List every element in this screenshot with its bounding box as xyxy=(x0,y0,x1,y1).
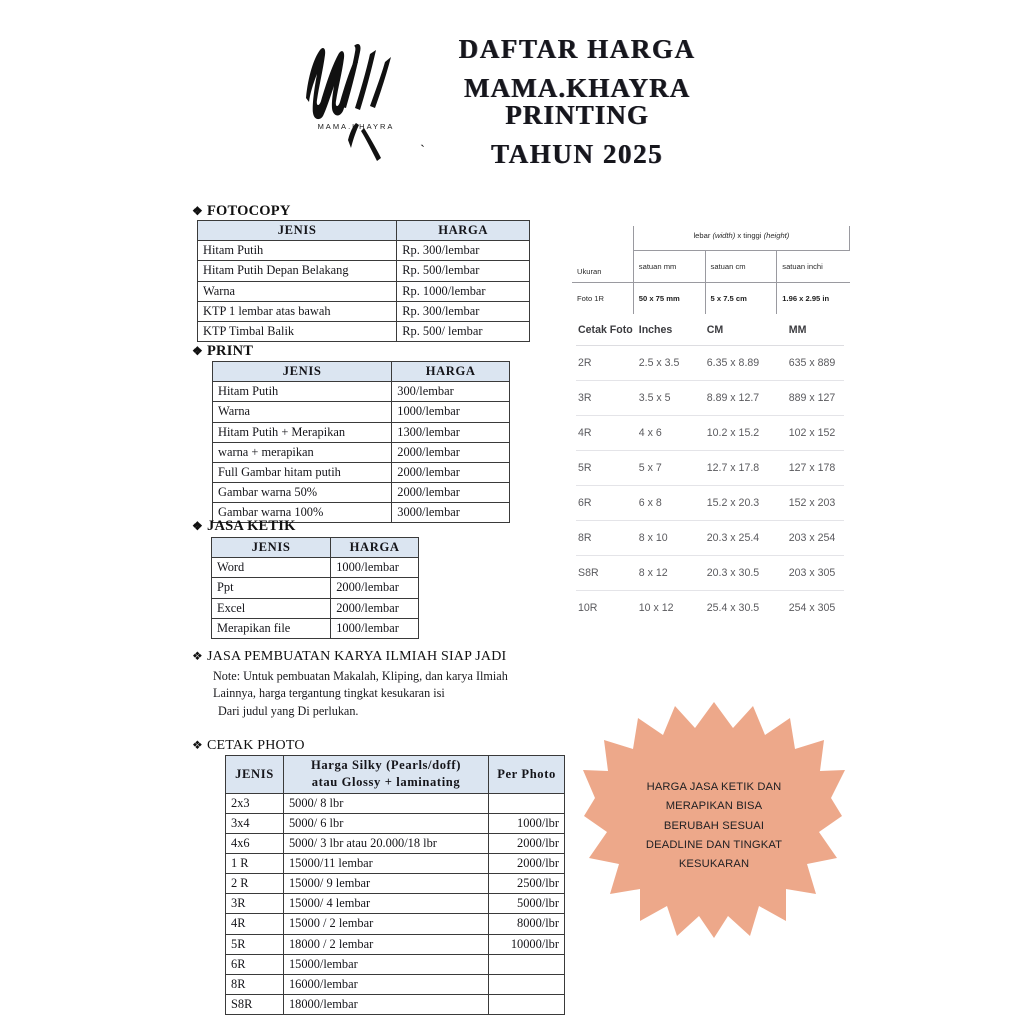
col-header-mm: MM xyxy=(787,322,844,346)
cell-inches: 10 x 12 xyxy=(638,602,674,614)
cell-mm: 203 x 305 xyxy=(787,556,844,591)
section-heading-cetak-photo xyxy=(192,738,305,754)
cell-jenis: Gambar warna 50% xyxy=(213,482,392,502)
table-row xyxy=(226,854,565,874)
table-row xyxy=(576,556,844,591)
table-print xyxy=(212,361,510,523)
section-heading-fotocopy xyxy=(192,203,291,220)
cell-harga-silky: 15000/ 4 lembar xyxy=(283,894,488,914)
table-row xyxy=(213,462,510,482)
table-subheader-row xyxy=(572,251,850,283)
cell-jenis: Hitam Putih xyxy=(213,382,392,402)
cell-harga-silky: 15000/lembar xyxy=(283,954,488,974)
cell-per-photo xyxy=(489,974,565,994)
stray-tick-mark: ` xyxy=(420,143,425,159)
starburst-line-1: HARGA JASA KETIK DAN xyxy=(646,781,782,793)
cell-harga: 2000/lembar xyxy=(392,442,510,462)
cell-jenis: Hitam Putih xyxy=(198,241,397,261)
table-jasa-ketik xyxy=(211,537,419,639)
title-line-brand: MAMA.KHAYRA PRINTING xyxy=(463,73,691,130)
col-header-cm: CM xyxy=(705,322,787,346)
table-row xyxy=(576,521,844,556)
title-line-year: TAHUN 2025 xyxy=(490,139,664,169)
table-row xyxy=(212,598,419,618)
section-heading-jasa-ketik xyxy=(192,518,296,535)
cell-inches: 3.5 x 5 xyxy=(637,381,705,416)
bullet-icon: ❖ xyxy=(192,204,203,218)
cell-harga: 1000/lembar xyxy=(331,558,419,578)
table-row xyxy=(226,894,565,914)
bullet-icon: ❖ xyxy=(192,649,203,663)
col-header-harga: HARGA xyxy=(331,538,419,558)
cell-harga-silky: 5000/ 8 lbr xyxy=(283,793,488,813)
cell-mm: 203 x 254 xyxy=(787,521,844,556)
table-cetak-photo xyxy=(225,755,565,1015)
page-title xyxy=(392,36,762,168)
cell-cetak-foto: 3R xyxy=(576,381,637,416)
cell-cm: 20.3 x 30.5 xyxy=(705,556,787,591)
table-row xyxy=(576,346,844,381)
section-heading-karya-ilmiah-label: JASA PEMBUATAN KARYA ILMIAH SIAP JADI xyxy=(207,649,507,664)
cell-jenis: Hitam Putih + Merapikan xyxy=(213,422,392,442)
col-header-cetak-foto: Cetak Foto xyxy=(576,322,637,346)
cell-cm: 12.7 x 17.8 xyxy=(705,451,787,486)
cell-jenis: KTP 1 lembar atas bawah xyxy=(198,301,397,321)
col-header-ukuran: Ukuran xyxy=(572,251,633,283)
cell-jenis: Warna xyxy=(213,402,392,422)
section-heading-karya-ilmiah xyxy=(192,649,506,665)
cell-mm: 635 x 889 xyxy=(787,346,844,381)
cell-per-photo: 8000/lbr xyxy=(489,914,565,934)
table-row xyxy=(213,442,510,462)
starburst-line-2: MERAPIKAN BISA xyxy=(665,800,763,813)
table-row xyxy=(576,381,844,416)
cell-harga-silky: 16000/lembar xyxy=(283,974,488,994)
table-photo-size-conversion xyxy=(576,322,844,625)
span-header-mid: x tinggi xyxy=(735,231,764,240)
cell-harga: 1000/lembar xyxy=(392,402,510,422)
col-header-harga: HARGA xyxy=(397,221,530,241)
col-header-harga-silky-line1: Harga Silky (Pearls/doff) xyxy=(311,758,462,772)
col-header-harga-silky xyxy=(283,756,488,794)
karya-ilmiah-note xyxy=(213,668,593,720)
cell-per-photo: 2000/lbr xyxy=(489,854,565,874)
col-header-satuan-inchi: satuan inchi xyxy=(777,251,850,283)
cell-harga: 2000/lembar xyxy=(392,462,510,482)
cell-cetak-foto: 2R xyxy=(576,346,637,381)
starburst-callout xyxy=(583,700,845,940)
table-row xyxy=(198,301,530,321)
table-row xyxy=(213,382,510,402)
bullet-icon: ❖ xyxy=(192,738,203,752)
table-row xyxy=(226,994,565,1014)
cell-cm: 15.2 x 20.3 xyxy=(705,486,787,521)
table-fotocopy xyxy=(197,220,530,342)
cell-harga: Rp. 300/lembar xyxy=(397,241,530,261)
cell-per-photo: 5000/lbr xyxy=(489,894,565,914)
cell-foto-in: 1.96 x 2.95 in xyxy=(777,283,850,315)
cell-jenis: S8R xyxy=(226,994,284,1014)
cell-cetak-foto: 8R xyxy=(576,521,637,556)
table-header-row xyxy=(212,538,419,558)
table-row xyxy=(226,874,565,894)
cell-harga: 3000/lembar xyxy=(392,503,510,523)
cell-mm: 102 x 152 xyxy=(787,416,844,451)
cell-inches: 2.5 x 3.5 xyxy=(637,346,705,381)
table-row xyxy=(226,813,565,833)
cell-cetak-foto: 5R xyxy=(576,451,637,486)
col-header-satuan-cm: satuan cm xyxy=(705,251,777,283)
note-line-3: Dari judul yang Di perlukan. xyxy=(218,703,359,718)
span-header-height: (height) xyxy=(763,231,790,240)
table-row xyxy=(226,974,565,994)
table-row xyxy=(226,934,565,954)
bullet-icon: ❖ xyxy=(192,344,203,358)
cell-cm: 20.3 x 25.4 xyxy=(705,521,787,556)
cell-jenis: 5R xyxy=(226,934,284,954)
cell-jenis: Excel xyxy=(212,598,331,618)
title-line-daftar-harga: DAFTAR HARGA xyxy=(458,34,696,64)
cell-foto-mm: 50 x 75 mm xyxy=(633,283,705,315)
cell-per-photo: 2500/lbr xyxy=(489,874,565,894)
section-heading-cetak-photo-label: CETAK PHOTO xyxy=(207,738,305,753)
cell-jenis: 2 R xyxy=(226,874,284,894)
cell-per-photo xyxy=(489,994,565,1014)
cell-jenis: 4x6 xyxy=(226,833,284,853)
cell-inches: 8 x 12 xyxy=(637,556,705,591)
section-heading-jasa-ketik-label: JASA KETIK xyxy=(207,518,296,534)
table-row xyxy=(198,321,530,341)
table-header-row xyxy=(576,322,844,346)
section-heading-print xyxy=(192,343,253,360)
note-line-1: Note: Untuk pembuatan Makalah, Kliping, dan karya Ilmiah xyxy=(213,669,508,683)
cell-harga: 2000/lembar xyxy=(331,578,419,598)
cell-foto-label: Foto 1R xyxy=(572,283,633,315)
cell-harga: 2000/lembar xyxy=(392,482,510,502)
table-row xyxy=(576,591,844,626)
cell-cetak-foto: S8R xyxy=(576,556,637,591)
table-row xyxy=(576,486,844,521)
size-ref-span-header xyxy=(633,226,849,251)
cell-harga-silky: 15000 / 2 lembar xyxy=(283,914,488,934)
cell-jenis: 1 R xyxy=(226,854,284,874)
table-row xyxy=(198,281,530,301)
cell-foto-cm: 5 x 7.5 cm xyxy=(705,283,777,315)
table-row xyxy=(213,402,510,422)
cell-inches: 8 x 10 xyxy=(637,521,705,556)
cell-jenis: Hitam Putih Depan Belakang xyxy=(198,261,397,281)
cell-harga: 1300/lembar xyxy=(392,422,510,442)
cell-jenis: 3x4 xyxy=(226,813,284,833)
cell-jenis: 6R xyxy=(226,954,284,974)
starburst-line-5: KESUKARAN xyxy=(678,858,750,871)
cell-inches: 4 x 6 xyxy=(637,416,705,451)
table-row xyxy=(213,482,510,502)
bullet-icon: ❖ xyxy=(192,519,203,533)
cell-harga-silky: 5000/ 3 lbr atau 20.000/18 lbr xyxy=(283,833,488,853)
cell-harga-silky: 18000 / 2 lembar xyxy=(283,934,488,954)
cell-per-photo: 2000/lbr xyxy=(489,833,565,853)
cell-harga-silky: 15000/ 9 lembar xyxy=(283,874,488,894)
size-ref-corner-blank xyxy=(572,226,633,251)
table-row xyxy=(226,954,565,974)
cell-harga: Rp. 300/lembar xyxy=(397,301,530,321)
cell-jenis: Word xyxy=(212,558,331,578)
cell-jenis: 4R xyxy=(226,914,284,934)
cell-per-photo: 1000/lbr xyxy=(489,813,565,833)
cell-harga-silky: 18000/lembar xyxy=(283,994,488,1014)
table-header-row xyxy=(572,226,850,251)
col-header-jenis: JENIS xyxy=(212,538,331,558)
logo-wordmark: MAMA.KHAYRA xyxy=(317,122,395,131)
cell-per-photo xyxy=(489,954,565,974)
cell-harga-silky: 5000/ 6 lbr xyxy=(283,813,488,833)
cell-harga: Rp. 500/ lembar xyxy=(397,321,530,341)
col-header-harga-silky-line2: atau Glossy + laminating xyxy=(311,775,461,790)
cell-inches: 6 x 8 xyxy=(637,486,705,521)
cell-jenis: Merapikan file xyxy=(212,618,331,638)
cell-cm: 10.2 x 15.2 xyxy=(705,416,787,451)
table-row xyxy=(213,422,510,442)
cell-jenis: 2x3 xyxy=(226,793,284,813)
col-header-jenis: JENIS xyxy=(213,362,392,382)
table-row xyxy=(572,283,850,315)
col-header-satuan-mm: satuan mm xyxy=(633,251,705,283)
cell-cetak-foto: 6R xyxy=(576,486,637,521)
table-row xyxy=(212,578,419,598)
cell-per-photo xyxy=(489,793,565,813)
table-row xyxy=(212,618,419,638)
table-header-row xyxy=(198,221,530,241)
col-header-inches: Inches xyxy=(637,322,705,346)
cell-cetak-foto: 10R xyxy=(578,602,598,614)
section-heading-print-label: PRINT xyxy=(207,343,254,359)
cell-cm: 6.35 x 8.89 xyxy=(705,346,787,381)
cell-jenis: KTP Timbal Balik xyxy=(198,321,397,341)
cell-jenis: Warna xyxy=(198,281,397,301)
table-row xyxy=(576,416,844,451)
table-row xyxy=(226,793,565,813)
cell-harga: 1000/lembar xyxy=(331,618,419,638)
table-header-row xyxy=(226,756,565,794)
cell-cm: 25.4 x 30.5 xyxy=(706,602,760,614)
section-heading-fotocopy-label: FOTOCOPY xyxy=(207,203,291,219)
cell-jenis: Ppt xyxy=(212,578,331,598)
cell-jenis: 3R xyxy=(226,894,284,914)
table-row xyxy=(198,261,530,281)
starburst-line-3: BERUBAH SESUAI xyxy=(663,819,765,832)
document-header xyxy=(0,0,1024,190)
col-header-per-photo: Per Photo xyxy=(489,756,565,794)
cell-harga: 2000/lembar xyxy=(331,598,419,618)
cell-mm: 254 x 305 xyxy=(788,602,836,614)
cell-jenis: Full Gambar hitam putih xyxy=(213,462,392,482)
col-header-jenis: JENIS xyxy=(226,756,284,794)
starburst-line-4: DEADLINE DAN TINGKAT xyxy=(645,838,783,851)
cell-jenis: warna + merapikan xyxy=(213,442,392,462)
span-header-plain: lebar xyxy=(693,231,713,240)
cell-harga: Rp. 500/lembar xyxy=(397,261,530,281)
table-size-reference xyxy=(572,226,850,314)
table-row xyxy=(226,833,565,853)
cell-jenis: Gambar warna 100% xyxy=(213,503,392,523)
col-header-harga: HARGA xyxy=(392,362,510,382)
cell-harga-silky: 15000/11 lembar xyxy=(283,854,488,874)
starburst-text xyxy=(583,778,845,874)
table-header-row xyxy=(213,362,510,382)
col-header-jenis: JENIS xyxy=(198,221,397,241)
cell-mm: 152 x 203 xyxy=(787,486,844,521)
cell-cm: 8.89 x 12.7 xyxy=(705,381,787,416)
cell-cetak-foto: 4R xyxy=(576,416,637,451)
cell-jenis: 8R xyxy=(226,974,284,994)
table-row xyxy=(226,914,565,934)
cell-mm: 127 x 178 xyxy=(787,451,844,486)
table-row xyxy=(212,558,419,578)
cell-harga: Rp. 1000/lembar xyxy=(397,281,530,301)
cell-mm: 889 x 127 xyxy=(787,381,844,416)
cell-per-photo: 10000/lbr xyxy=(489,934,565,954)
cell-inches: 5 x 7 xyxy=(637,451,705,486)
table-row xyxy=(198,241,530,261)
span-header-width: (width) xyxy=(712,231,736,240)
note-line-2: Lainnya, harga tergantung tingkat kesukaran isi xyxy=(213,686,445,701)
cell-harga: 300/lembar xyxy=(392,382,510,402)
table-row xyxy=(576,451,844,486)
